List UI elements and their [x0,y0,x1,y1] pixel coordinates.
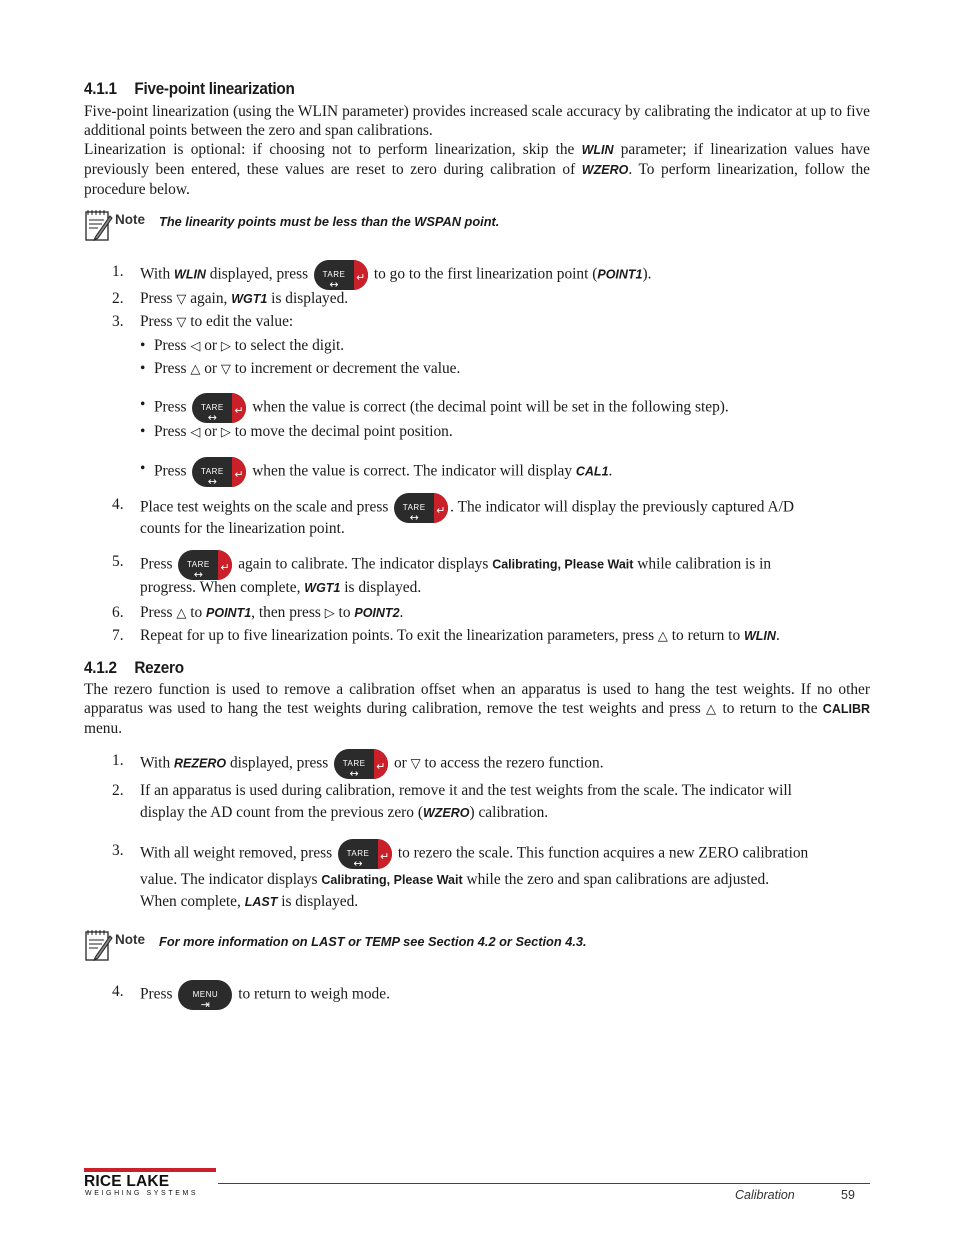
left-arrow-icon: ◁ [190,339,201,354]
zero-arrow-icon: ↔ [329,278,339,290]
up-arrow-icon: △ [706,702,718,717]
tare-key-button: TARE ↔ ↵ [178,550,232,580]
zero-arrow-icon: ↔ [353,857,363,869]
down-arrow-icon: ▽ [220,362,231,377]
enter-icon [378,839,392,869]
tare-key-button: TARE ↔ ↵ [394,493,448,523]
down-arrow-icon: ▽ [176,292,187,307]
enter-icon [354,260,368,290]
notepad-icon [84,928,114,962]
rice-lake-logo: RICE LAKE WEIGHING SYSTEMS [84,1168,218,1198]
section-heading-linearization: 4.1.1 Five-point linearization [84,79,295,98]
footer-rule [218,1183,870,1184]
note-more-info: Note For more information on LAST or TEMP see Section 4.2 or Section 4.3. [84,928,870,962]
notepad-icon [84,208,114,242]
right-arrow-icon: ▷ [324,606,335,621]
zero-arrow-icon: ↔ [207,475,217,487]
up-arrow-icon: △ [176,606,187,621]
enter-icon [374,749,388,779]
zero-arrow-icon: ↔ [193,568,203,580]
menu-key-button: MENU ⇥ [178,980,232,1010]
tare-key-button: TARE ↔ ↵ [334,749,388,779]
enter-icon [232,393,246,423]
zero-arrow-icon: ↔ [207,411,217,423]
paragraph-rezero: The rezero function is used to remove a calibration offset when an apparatus is used to hang the test weights. If no other apparatus was used to hang the test weights during calibration, remove the test weights and press △ to return to the CALIBR menu. [84,681,871,737]
footer-section-name: Calibration [735,1188,795,1202]
down-arrow-icon: ▽ [176,315,187,330]
logo-red-bar [84,1168,216,1172]
enter-icon [232,457,246,487]
tare-key-button: TARE ↔ ↵ [192,393,246,423]
paragraph-optional: Linearization is optional: if choosing not to perform linearization, skip the WLIN parameter; if linearization values have previously been entered, these values are reset to zero during calibration of WZERO. To perform linearization, follow the procedure below. [84,141,870,198]
left-arrow-icon: ◁ [190,425,201,440]
right-arrow-icon: ▷ [220,339,231,354]
section-heading-rezero: 4.1.2 Rezero [84,658,184,677]
paragraph-intro: Five-point linearization (using the WLIN parameter) provides increased scale accuracy by calibrating the indicator at up to five additional points between the zero and span calibrations. [84,103,870,139]
note-linearity: Note The linearity points must be less than the WSPAN point. [84,208,870,242]
tare-key-button: TARE ↔ ↵ [338,839,392,869]
page-number: 59 [841,1188,855,1202]
down-arrow-icon: ▽ [410,756,421,772]
up-arrow-icon: △ [190,362,201,377]
tare-key-button: TARE ↔ ↵ [192,457,246,487]
tare-key-button: TARE ↔ ↵ [314,260,368,290]
up-arrow-icon: △ [657,629,668,644]
zero-arrow-icon: ↔ [349,767,359,779]
exit-icon: ⇥ [200,998,210,1010]
right-arrow-icon: ▷ [220,425,231,440]
zero-arrow-icon: ↔ [409,511,419,523]
